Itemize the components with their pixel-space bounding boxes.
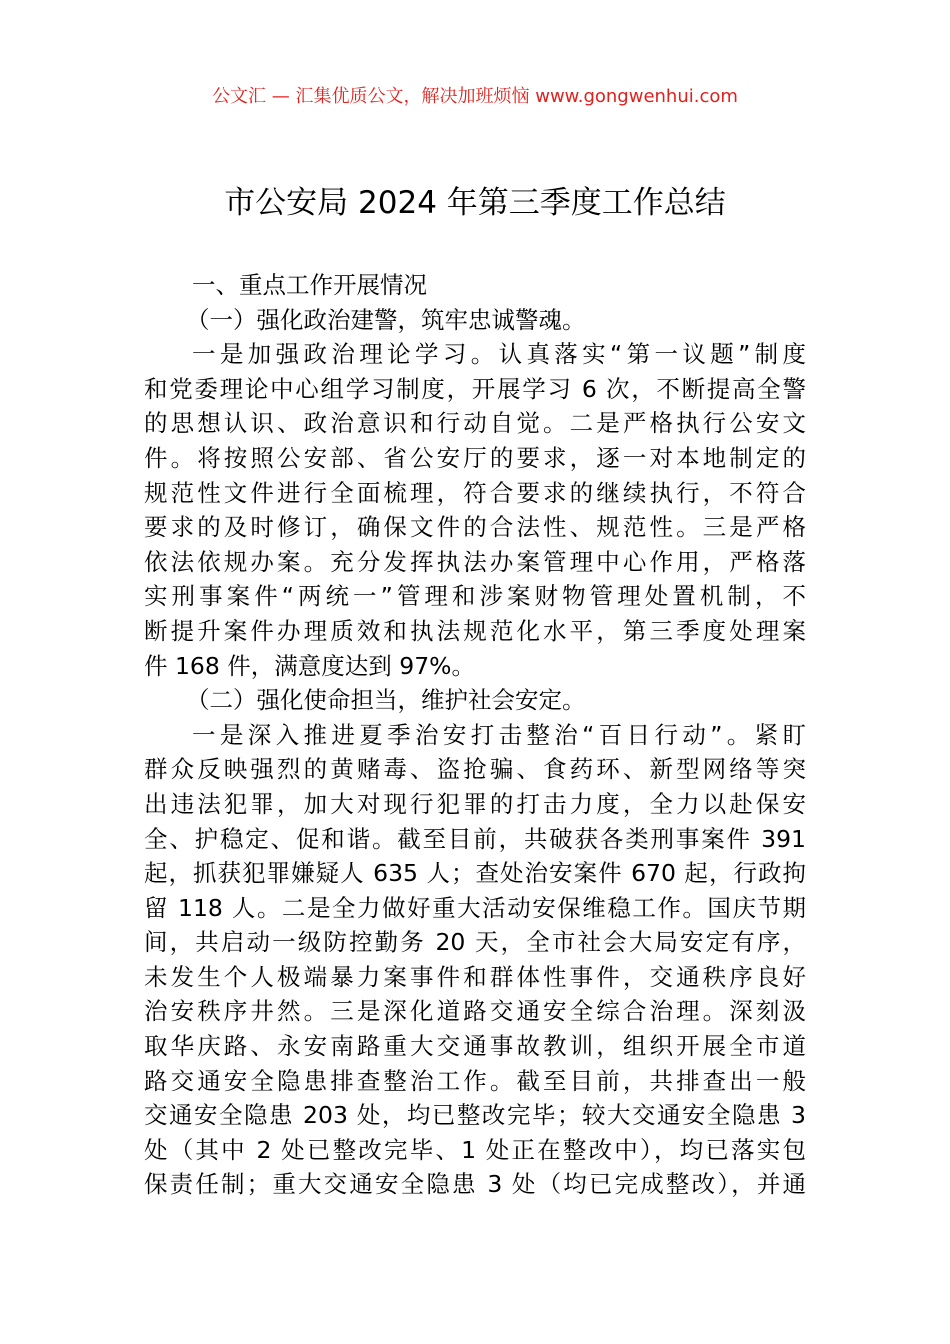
paragraph-line: 留 118 人。二是全力做好重大活动安保维稳工作。国庆节期	[144, 893, 806, 922]
paragraph-line: 全、护稳定、促和谐。截至目前，共破获各类刑事案件 391	[144, 824, 806, 853]
paragraph-line: 治安秩序井然。三是深化道路交通安全综合治理。深刻汲	[144, 997, 806, 1026]
paragraph-line: 一是加强政治理论学习。认真落实“第一议题”制度	[192, 340, 806, 369]
paragraph-line: 交通安全隐患 203 处，均已整改完毕；较大交通安全隐患 3	[144, 1101, 806, 1130]
paragraph-line: 保责任制；重大交通安全隐患 3 处（均已完成整改），并通	[144, 1170, 806, 1199]
paragraph-line: 件。将按照公安部、省公安厅的要求，逐一对本地制定的	[144, 443, 806, 472]
paragraph-line: 实刑事案件“两统一”管理和涉案财物管理处置机制，不	[144, 582, 806, 611]
paragraph-line: 依法依规办案。充分发挥执法办案管理中心作用，严格落	[144, 547, 806, 576]
subheading-1: （一）强化政治建警，筑牢忠诚警魂。	[186, 305, 586, 334]
paragraph-1	[144, 337, 806, 683]
paragraph-line: 群众反映强烈的黄赌毒、盗抢骗、食药环、新型网络等突	[144, 755, 806, 784]
paragraph-line: 取华庆路、永安南路重大交通事故教训，组织开展全市道	[144, 1032, 806, 1061]
subheading-2: （二）强化使命担当，维护社会安定。	[186, 686, 586, 715]
paragraph-line: 件 168 件，满意度达到 97%。	[144, 651, 475, 680]
section-heading: 一、重点工作开展情况	[192, 271, 427, 299]
paragraph-line: 要求的及时修订，确保文件的合法性、规范性。三是严格	[144, 513, 806, 542]
paragraph-line: 间，共启动一级防控勤务 20 天，全市社会大局安定有序，	[144, 928, 806, 957]
paragraph-line: 一是深入推进夏季治安打击整治“百日行动”。紧盯	[192, 720, 806, 749]
paragraph-line: 未发生个人极端暴力案事件和群体性事件，交通秩序良好	[144, 962, 806, 991]
paragraph-line: 和党委理论中心组学习制度，开展学习 6 次，不断提高全警	[144, 374, 806, 403]
header-banner: 公文汇 — 汇集优质公文，解决加班烦恼 www.gongwenhui.com	[212, 86, 738, 107]
paragraph-2	[144, 718, 806, 1202]
paragraph-line: 处（其中 2 处已整改完毕、1 处正在整改中），均已落实包	[144, 1135, 806, 1164]
paragraph-line: 的思想认识、政治意识和行动自觉。二是严格执行公安文	[144, 409, 806, 438]
paragraph-line: 起，抓获犯罪嫌疑人 635 人；查处治安案件 670 起，行政拘	[144, 859, 806, 888]
paragraph-line: 路交通安全隐患排查整治工作。截至目前，共排查出一般	[144, 1066, 806, 1095]
paragraph-line: 断提升案件办理质效和执法规范化水平，第三季度处理案	[144, 616, 806, 645]
paragraph-line: 出违法犯罪，加大对现行犯罪的打击力度，全力以赴保安	[144, 789, 806, 818]
document-body	[144, 268, 806, 1202]
document-title: 市公安局 2024 年第三季度工作总结	[224, 185, 726, 221]
paragraph-line: 规范性文件进行全面梳理，符合要求的继续执行，不符合	[144, 478, 806, 507]
